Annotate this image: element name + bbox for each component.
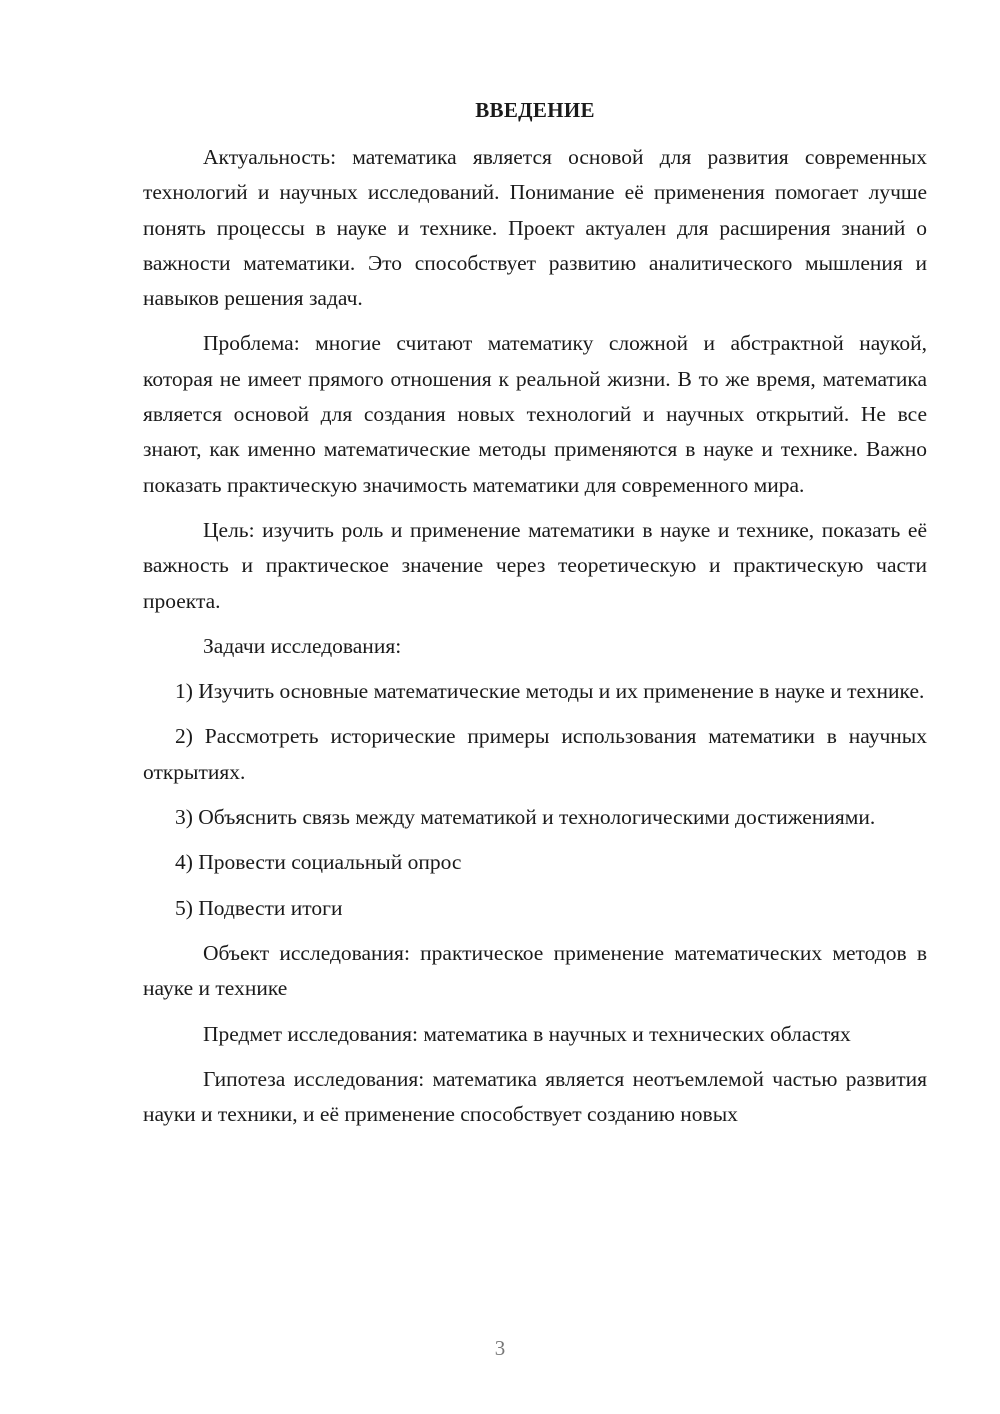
goal-paragraph: Цель: изучить роль и применение математики в науке и технике, показать её важность и практическое значение через теоретическую и практическую части проекта. <box>143 517 927 613</box>
research-object-paragraph: Объект исследования: практическое применение математических методов в науке и технике <box>143 940 927 1001</box>
task-item-2: 2) Рассмотреть исторические примеры использования математики в научных открытиях. <box>143 724 927 784</box>
task-item-4: 4) Провести социальный опрос <box>175 850 462 875</box>
task-item-1: 1) Изучить основные математические методы и их применение в науке и технике. <box>175 679 925 704</box>
hypothesis-paragraph: Гипотеза исследования: математика является неотъемлемой частью развития науки и техники, и её применение способствует созданию новых <box>143 1066 927 1127</box>
research-subject-paragraph: Предмет исследования: математика в научных и технических областях <box>203 1021 851 1046</box>
relevance-paragraph: Актуальность: математика является основой для развития современных технологий и научных исследований. Понимание её применения помогает лучше понять процессы в науке и технике. Проект актуален для расширения знаний о важности математики. Это способствует развитию аналитического мышления и навыков решения задач. <box>143 145 927 311</box>
section-title: ВВЕДЕНИЕ <box>475 98 595 122</box>
problem-paragraph: Проблема: многие считают математику сложной и абстрактной наукой, которая не имеет прямого отношения к реальной жизни. В то же время, математика является основой для создания новых технологий и научных открытий. Не все знают, как именно математические методы применяются в науке и технике. Важно показать практическую значимость математики для современного мира. <box>143 331 927 497</box>
tasks-heading: Задачи исследования: <box>203 633 402 658</box>
task-item-3: 3) Объяснить связь между математикой и технологическими достижениями. <box>175 805 876 830</box>
page-number: 3 <box>494 1336 506 1360</box>
page-content <box>143 95 927 1132</box>
task-item-5: 5) Подвести итоги <box>175 895 343 920</box>
